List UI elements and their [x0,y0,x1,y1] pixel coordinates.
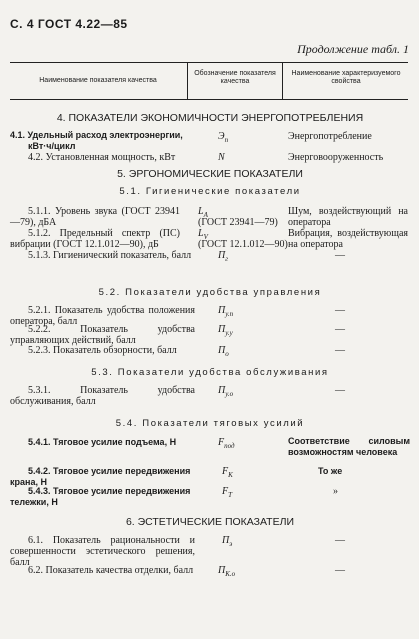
row-5-2-2-property: — [335,324,345,335]
row-4-1-symbol: $Э_п$ [218,131,229,144]
row-4-2-name: 4.2. Установленная мощность, кВт [28,152,176,163]
row-6-2-symbol: $П_{К.о}$ [218,565,236,578]
row-5-4-1-symbol: $F_{под}$ [218,437,235,450]
row-4-1-name: 4.1. Удельный расход электроэнергии, кВт·ч/цикл [10,130,183,151]
row-5-4-2-symbol: $F_К$ [222,466,233,479]
row-4-1-property: Энергопотребление [288,131,372,142]
continuation-label: Продолжение табл. 1 [297,42,409,56]
row-5-4-1-property: Соответствие силовым возможностям человека [288,436,410,457]
row-5-2-1-property: — [335,305,345,316]
row-5-4-3-name: 5.4.3. Тяговое усилие передвижения тележки, Н [10,486,191,507]
section-6-title: 6. ЭСТЕТИЧЕСКИЕ ПОКАЗАТЕЛИ [125,516,295,528]
col2-header: Обозначение показателя качества [194,70,276,85]
section-5-2-title: 5.2. Показатели удобства управления [98,287,322,298]
row-5-1-1-property: Шум, воздействующий на оператора [288,206,408,228]
row-6-2-property: — [335,565,345,576]
col3-header: Наименование характеризуемого свойства [291,70,401,85]
row-5-3-1-symbol: $П_{у.о}$ [218,385,234,398]
row-5-3-1-name: 5.3.1. Показатель удобства обслуживания, балл [10,385,195,407]
table-top-rule [10,62,408,63]
row-5-4-2-property: То же [318,466,343,476]
col-divider-1 [187,62,188,99]
row-5-2-1-name: 5.2.1. Показатель удобства положения оператора, балл [10,305,195,327]
row-5-3-1-property: — [335,385,345,396]
section-5-1-title: 5.1. Гигиенические показатели [119,186,301,197]
section-5-title: 5. ЭРГОНОМИЧЕСКИЕ ПОКАЗАТЕЛИ [117,168,303,180]
row-5-1-1-sym-note: (ГОСТ 23941—79) [198,217,278,228]
row-5-1-2-sym-note: (ГОСТ 12.1.012—90) [198,239,288,250]
row-5-4-3-property: » [333,486,338,497]
row-4-2-symbol: N [218,152,225,163]
table-head-rule [10,99,408,100]
row-4-2-property: Энерговооруженность [288,152,384,163]
section-5-3-title: 5.3. Показатели удобства обслуживания [91,367,329,378]
row-5-1-3-symbol: $П_г$ [218,250,228,263]
row-5-4-1-name: 5.4.1. Тяговое усилие подъема, Н [28,437,177,447]
row-5-1-2-property: Вибрация, воздействующая на оператора [288,228,408,250]
row-5-4-3-symbol: $F_Т$ [222,486,233,499]
row-5-2-2-name: 5.2.2. Показатель удобства управляющих действий, балл [10,324,195,346]
row-6-1-name: 6.1. Показатель рациональности и совершенности эстетического решения, балл [10,535,195,568]
row-5-2-3-symbol: $П_о$ [218,345,229,358]
row-5-1-1-symbol: $L_A$ [198,206,208,219]
row-5-2-2-symbol: $П_{у.у}$ [218,324,233,337]
row-5-2-3-name: 5.2.3. Показатель обзорности, балл [28,345,177,356]
row-6-1-symbol: $П_э$ [222,535,233,548]
row-5-2-3-property: — [335,345,345,356]
page-number: С. 4 ГОСТ 4.22—85 [10,17,128,31]
row-5-1-2-symbol: $L_V$ [198,228,208,241]
row-5-4-2-name: 5.4.2. Тяговое усилие передвижения крана, Н [10,466,191,487]
row-5-1-2-name: 5.1.2. Предельный спектр (ПС) вибрации (ГОСТ 12.1.012—90), дБ [10,228,180,250]
row-6-1-property: — [335,535,345,546]
row-6-2-name: 6.2. Показатель качества отделки, балл [28,565,194,576]
row-5-1-1-name: 5.1.1. Уровень звука (ГОСТ 23941—79), дБА [10,206,180,228]
row-5-2-1-symbol: $П_{у.п}$ [218,305,234,318]
section-5-4-title: 5.4. Показатели тяговых усилий [115,418,305,429]
section-4-title: 4. ПОКАЗАТЕЛИ ЭКОНОМИЧНОСТИ ЭНЕРГОПОТРЕБЛЕНИЯ [56,112,364,124]
row-5-1-3-name: 5.1.3. Гигиенический показатель, балл [28,250,192,261]
col1-header: Наименование показателя качества [39,77,157,84]
col-divider-2 [282,62,283,99]
row-5-1-3-property: — [335,250,345,261]
